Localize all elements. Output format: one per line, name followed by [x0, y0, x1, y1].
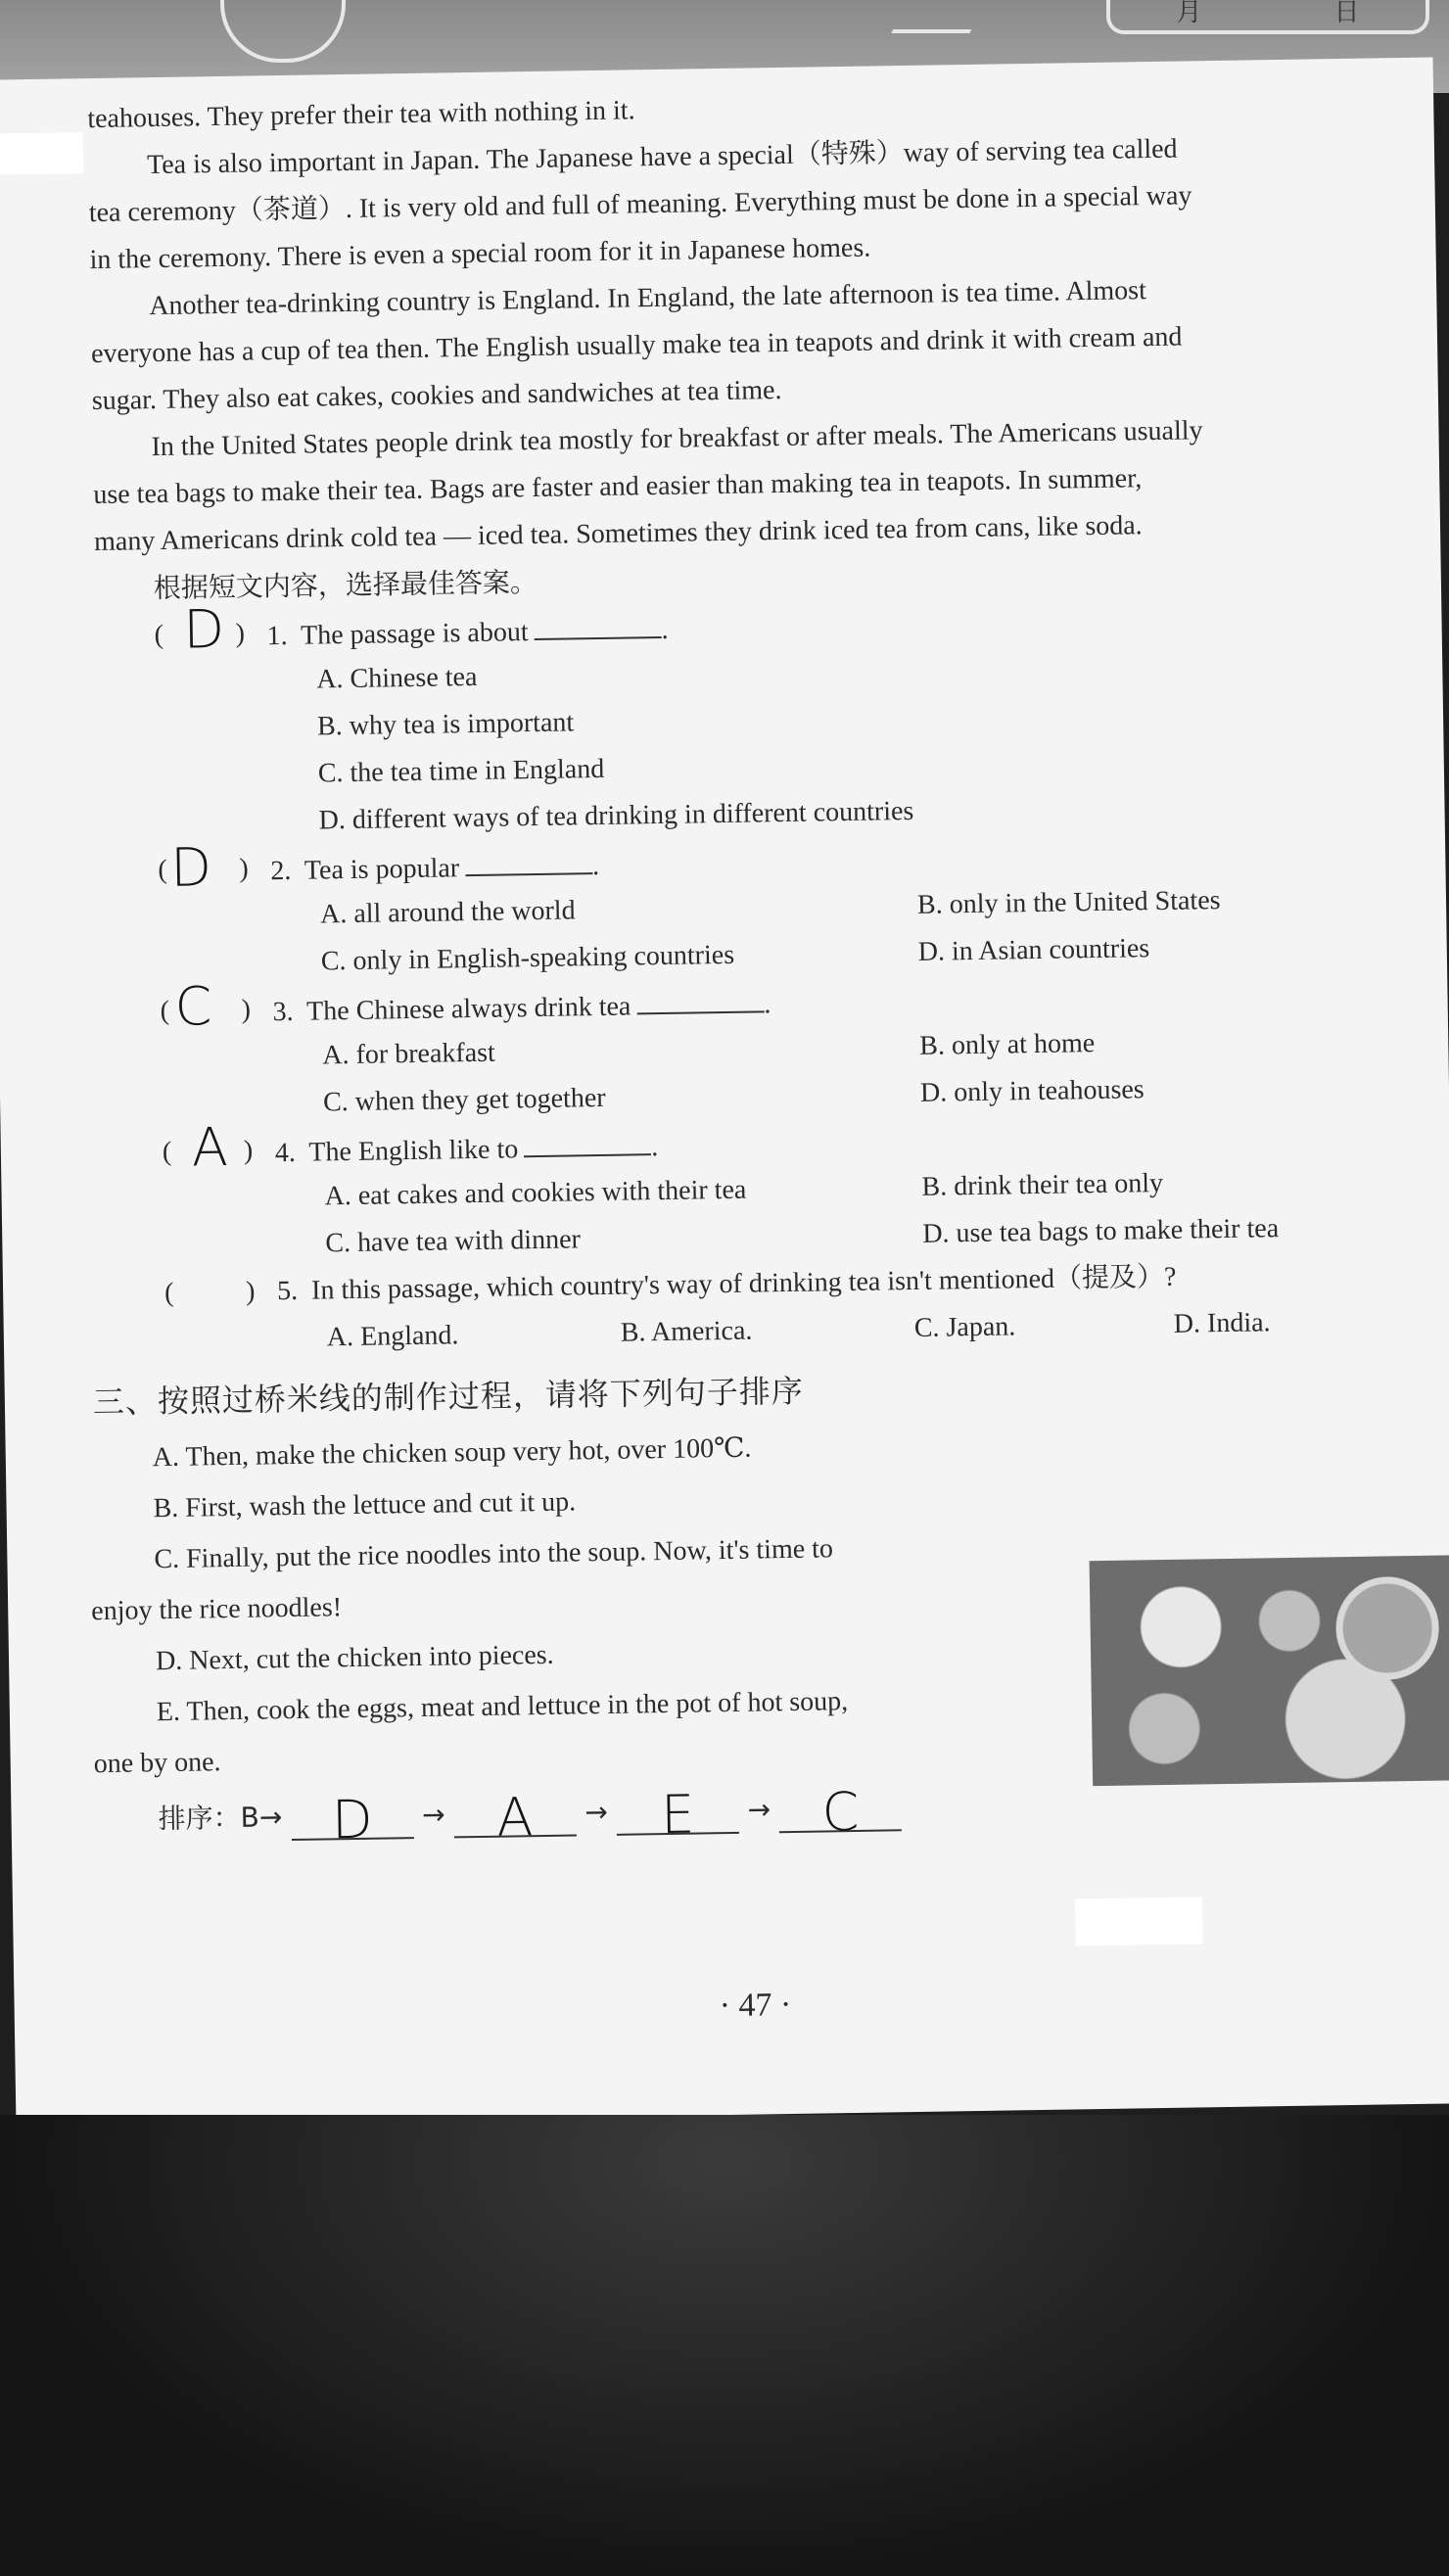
handwritten-answer: A	[191, 1115, 229, 1179]
instruction: 根据短文内容，选择最佳答案。	[153, 565, 538, 605]
date-box	[1106, 0, 1429, 34]
question-text: The passage is about	[300, 617, 529, 651]
option: A. all around the world	[319, 895, 576, 930]
question-stem	[270, 847, 599, 888]
answer-paren: (	[164, 1277, 174, 1309]
sentence: E. Then, cook the eggs, meat and lettuce in the pot of hot soup,	[156, 1686, 849, 1728]
rice-noodles-photo	[1090, 1555, 1449, 1786]
question-stem	[272, 985, 771, 1029]
question-number: 1.	[266, 620, 288, 652]
sentence: A. Then, make the chicken soup very hot, over 100℃.	[152, 1432, 752, 1474]
option: B. drink their tea only	[921, 1167, 1164, 1202]
order-label: 排序：B→	[158, 1801, 283, 1836]
day-label: 日	[1333, 0, 1360, 27]
option: D. in Asian countries	[917, 933, 1150, 967]
handwritten-answer: D	[183, 597, 225, 661]
answer-paren: (	[154, 619, 164, 651]
option: B. America.	[620, 1315, 753, 1348]
option: B. only in the United States	[916, 885, 1221, 920]
order-arrow: →	[747, 1793, 771, 1826]
section-title: 三、按照过桥米线的制作过程，请将下列句子排序	[92, 1372, 805, 1422]
option: C. only in English-speaking countries	[320, 939, 735, 977]
sentence: D. Next, cut the chicken into pieces.	[155, 1639, 554, 1677]
passage-line: use tea bags to make their tea. Bags are faster and easier than making tea in teapots. In summer,	[93, 463, 1143, 511]
passage-line: in the ceremony. There is even a special room for it in Japanese homes.	[89, 232, 871, 276]
passage-line: Another tea-drinking country is England. In England, the late afternoon is tea time. Almost	[149, 275, 1147, 322]
question-number: 4.	[274, 1137, 297, 1169]
sentence: one by one.	[93, 1747, 221, 1780]
answer-paren: )	[245, 1276, 256, 1307]
option: D. only in teahouses	[919, 1074, 1145, 1108]
order-blank	[453, 1786, 577, 1849]
order-arrow: →	[421, 1798, 445, 1831]
question-number: 2.	[270, 855, 292, 887]
option: B. only at home	[919, 1028, 1096, 1061]
background-surface	[0, 2115, 1449, 2576]
redaction-box	[1075, 1897, 1203, 1945]
option: A. for breakfast	[322, 1037, 496, 1071]
option: D. use tea bags to make their tea	[922, 1213, 1280, 1249]
question-tail: .	[650, 1132, 659, 1163]
worksheet-page	[0, 58, 1449, 2127]
option: A. eat cakes and cookies with their tea	[324, 1174, 747, 1212]
redaction-box	[0, 132, 83, 174]
answer-paren: )	[235, 618, 246, 649]
option: B. why tea is important	[316, 707, 575, 742]
order-blank	[779, 1780, 903, 1844]
handwritten-answer: A	[495, 1786, 534, 1849]
sentence: enjoy the rice noodles!	[91, 1592, 343, 1627]
passage-line: In the United States people drink tea mostly for breakfast or after meals. The Americans usually	[151, 415, 1203, 463]
sentence: B. First, wash the lettuce and cut it up.	[153, 1486, 577, 1524]
order-answer-row	[158, 1780, 902, 1851]
answer-blank	[465, 847, 592, 876]
handwritten-answer: E	[660, 1783, 695, 1847]
handwritten-answer: C	[821, 1780, 860, 1844]
answer-paren: (	[158, 854, 167, 886]
passage-line: sugar. They also eat cakes, cookies and sandwiches at tea time.	[91, 374, 782, 417]
answer-paren: )	[243, 1135, 254, 1166]
month-label: 月	[1176, 0, 1202, 27]
question-tail: .	[661, 614, 669, 645]
option: D. India.	[1173, 1307, 1271, 1339]
answer-paren: (	[160, 995, 170, 1027]
passage-line: teahouses. They prefer their tea with nothing in it.	[87, 95, 635, 135]
handwritten-answer: D	[169, 836, 212, 899]
answer-paren: )	[241, 994, 252, 1025]
question-stem	[266, 611, 669, 653]
passage-line: many Americans drink cold tea — iced tea. Sometimes they drink iced tea from cans, like soda.	[93, 510, 1143, 558]
question-text: In this passage, which country's way of drinking tea isn't mentioned（提及）?	[310, 1261, 1177, 1306]
answer-blank	[636, 985, 764, 1014]
sentence: C. Finally, put the rice noodles into the soup. Now, it's time to	[154, 1533, 834, 1575]
question-tail: .	[591, 850, 600, 882]
passage-line: Tea is also important in Japan. The Japanese have a special（特殊）way of serving tea called	[146, 133, 1178, 181]
order-blank	[291, 1788, 414, 1851]
handwritten-answer: D	[331, 1788, 373, 1851]
question-number: 5.	[276, 1275, 299, 1307]
question-tail: .	[764, 989, 771, 1020]
pencil-icon	[891, 0, 989, 33]
handwritten-answer: C	[174, 975, 212, 1038]
passage-line: tea ceremony（茶道）. It is very old and full of meaning. Everything must be done in a special way	[88, 180, 1192, 229]
question-stem	[277, 1261, 1177, 1308]
option: A. Chinese tea	[316, 661, 478, 695]
passage-line: everyone has a cup of tea then. The English usually make tea in teapots and drink it with cream and	[90, 321, 1183, 370]
question-number: 3.	[272, 996, 294, 1028]
question-text: Tea is popular	[304, 853, 460, 886]
question-text: The Chinese always drink tea	[305, 991, 631, 1027]
page-number: · 47 ·	[719, 1987, 792, 2025]
order-arrow: →	[584, 1795, 609, 1829]
option: C. have tea with dinner	[325, 1224, 582, 1259]
question-stem	[275, 1128, 659, 1170]
question-text: The English like to	[308, 1134, 519, 1168]
order-blank	[616, 1783, 739, 1847]
option: D. different ways of tea drinking in different countries	[318, 795, 914, 836]
answer-paren: (	[162, 1136, 172, 1168]
answer-blank	[534, 611, 661, 640]
option: C. the tea time in England	[317, 753, 605, 789]
option: C. when they get together	[322, 1082, 606, 1118]
option: C. Japan.	[913, 1311, 1016, 1343]
answer-blank	[524, 1128, 651, 1157]
decorative-icon	[220, 0, 346, 63]
option: A. England.	[326, 1320, 459, 1353]
answer-paren: )	[239, 853, 249, 884]
